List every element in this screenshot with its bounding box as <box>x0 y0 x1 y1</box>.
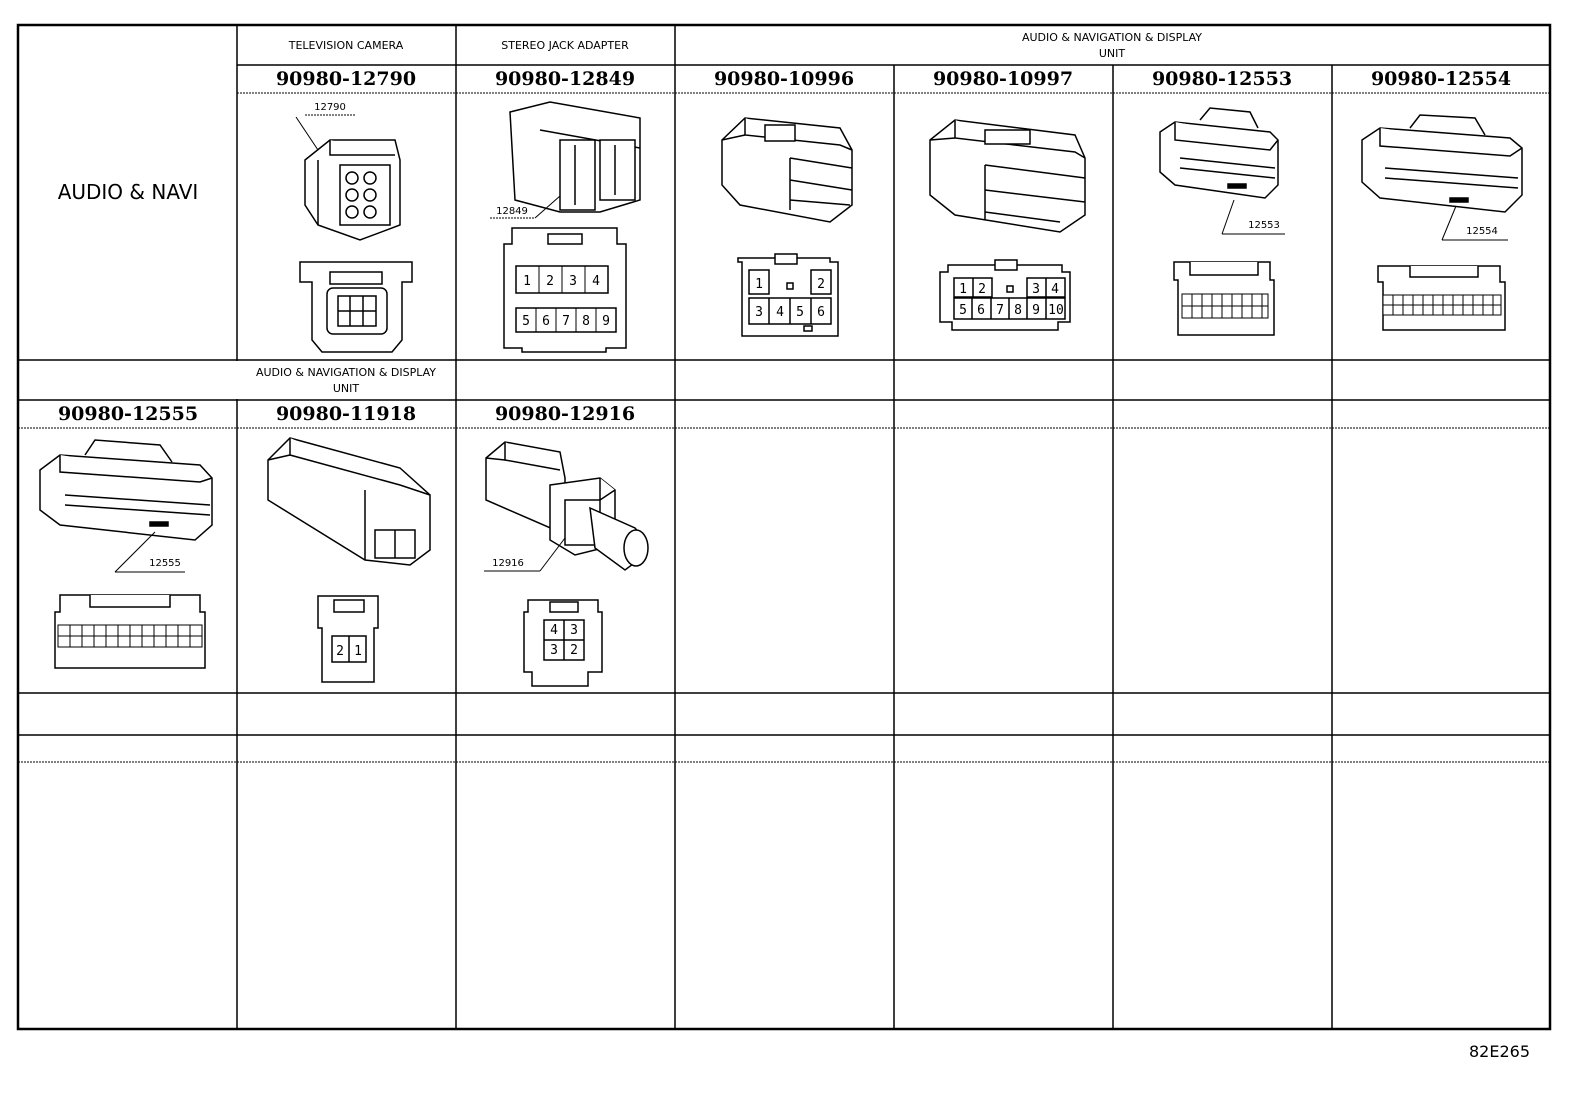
pin-label: 6 <box>542 314 550 329</box>
connector-12790-drawing <box>300 140 412 352</box>
pin-label: 2 <box>978 282 986 297</box>
pin-label: 5 <box>959 303 967 318</box>
pin-label: 5 <box>796 305 804 320</box>
callout-12790-leader <box>296 117 318 150</box>
callout-12916: 12916 <box>492 558 524 569</box>
pin-label: 1 <box>354 644 362 659</box>
part-number-12554: 90980-12554 <box>1370 68 1512 90</box>
callout-12790: 12790 <box>314 102 346 113</box>
callout-12553: 12553 <box>1248 220 1280 231</box>
row2-header-line1: AUDIO & NAVIGATION & DISPLAY <box>255 366 437 379</box>
pin-label: 8 <box>582 314 590 329</box>
pin-label: 6 <box>817 305 825 320</box>
callout-12554-leader <box>1442 206 1456 240</box>
pin-label: 9 <box>1032 303 1040 318</box>
pin-label: 3 <box>550 643 558 658</box>
row2-header-line2: UNIT <box>332 382 360 395</box>
callout-12555: 12555 <box>149 558 181 569</box>
callout-12553-leader <box>1222 200 1234 234</box>
part-number-12849: 90980-12849 <box>494 68 636 90</box>
part-number-12553: 90980-12553 <box>1151 68 1293 90</box>
pin-label: 8 <box>1014 303 1022 318</box>
header-audio-nav-display-line1: AUDIO & NAVIGATION & DISPLAY <box>1021 31 1203 44</box>
callout-12849: 12849 <box>496 206 528 217</box>
header-television-camera: TELEVISION CAMERA <box>288 39 404 52</box>
pin-label: 7 <box>996 303 1004 318</box>
part-number-12555: 90980-12555 <box>57 403 199 425</box>
pin-grid-12553 <box>1182 294 1268 318</box>
pin-label: 3 <box>1032 282 1040 297</box>
part-number-11918: 90980-11918 <box>275 403 417 425</box>
part-number-10997: 90980-10997 <box>932 68 1074 90</box>
pin-label: 2 <box>817 277 825 292</box>
pin-label: 1 <box>523 274 531 289</box>
pin-label: 3 <box>569 274 577 289</box>
header-stereo-jack-adapter: STEREO JACK ADAPTER <box>501 39 629 52</box>
pin-label: 6 <box>977 303 985 318</box>
pin-label: 1 <box>755 277 763 292</box>
pin-label: 3 <box>755 305 763 320</box>
pin-label: 9 <box>602 314 610 329</box>
pin-label: 4 <box>1051 282 1059 297</box>
callout-12916-leader <box>540 538 565 571</box>
pin-grid-12554 <box>1383 295 1501 315</box>
pin-label: 7 <box>562 314 570 329</box>
pin-label: 2 <box>570 643 578 658</box>
pin-label: 2 <box>336 644 344 659</box>
pin-label: 1 <box>959 282 967 297</box>
header-audio-nav-display-line2: UNIT <box>1098 47 1126 60</box>
pin-label: 2 <box>546 274 554 289</box>
pin-label: 5 <box>522 314 530 329</box>
callout-12554: 12554 <box>1466 226 1498 237</box>
pin-label: 4 <box>592 274 600 289</box>
pin-label: 3 <box>570 623 578 638</box>
pin-grid-12555 <box>58 625 202 647</box>
part-number-12916: 90980-12916 <box>494 403 636 425</box>
part-number-12790: 90980-12790 <box>275 68 417 90</box>
row-label: AUDIO & NAVI <box>57 180 199 204</box>
pin-label: 4 <box>550 623 558 638</box>
part-number-10996: 90980-10996 <box>713 68 855 90</box>
pin-label: 10 <box>1048 303 1064 318</box>
pin-label: 4 <box>776 305 784 320</box>
figure-code: 82E265 <box>1468 1042 1530 1061</box>
